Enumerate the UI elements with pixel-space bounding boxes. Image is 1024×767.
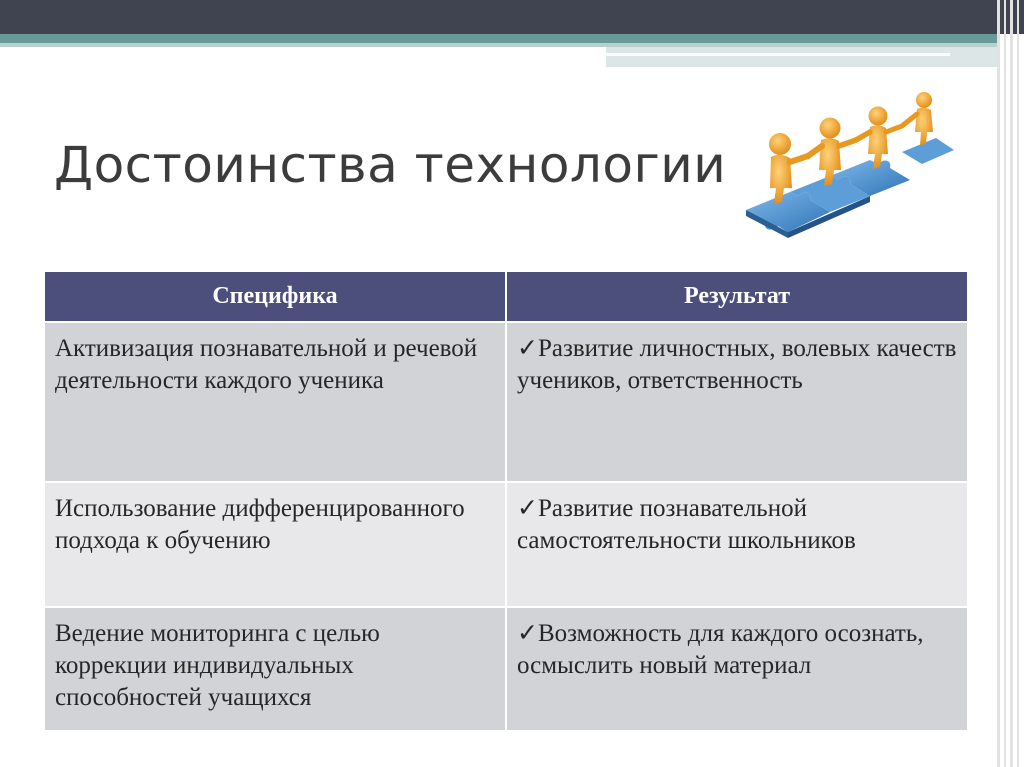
people-on-puzzle-icon bbox=[738, 92, 960, 250]
specs-table bbox=[43, 270, 969, 732]
spec-cell: Ведение мониторинга с целью коррекции индивидуальных способностей учащихся bbox=[44, 607, 506, 731]
table-row bbox=[44, 482, 968, 607]
spec-cell: Использование дифференцированного подхода к обучению bbox=[44, 482, 506, 607]
decorative-tab-line bbox=[606, 53, 950, 56]
spec-cell: Активизация познавательной и речевой деятельности каждого ученика bbox=[44, 322, 506, 482]
header-result: Результат bbox=[506, 271, 968, 322]
teal-stripe bbox=[0, 34, 1000, 43]
table-row bbox=[44, 607, 968, 731]
result-cell: ✓Развитие личностных, волевых качеств учеников, ответственность bbox=[506, 322, 968, 482]
table-row bbox=[44, 322, 968, 482]
decorative-tab bbox=[606, 47, 1000, 67]
table-header-row bbox=[44, 271, 968, 322]
edge-lines bbox=[993, 0, 1024, 767]
top-bar bbox=[0, 0, 1024, 34]
result-cell: ✓Возможность для каждого осознать, осмыслить новый материал bbox=[506, 607, 968, 731]
slide-title: Достоинства технологии bbox=[54, 136, 727, 194]
header-specifics: Специфика bbox=[44, 271, 506, 322]
result-cell: ✓Развитие познавательной самостоятельности школьников bbox=[506, 482, 968, 607]
